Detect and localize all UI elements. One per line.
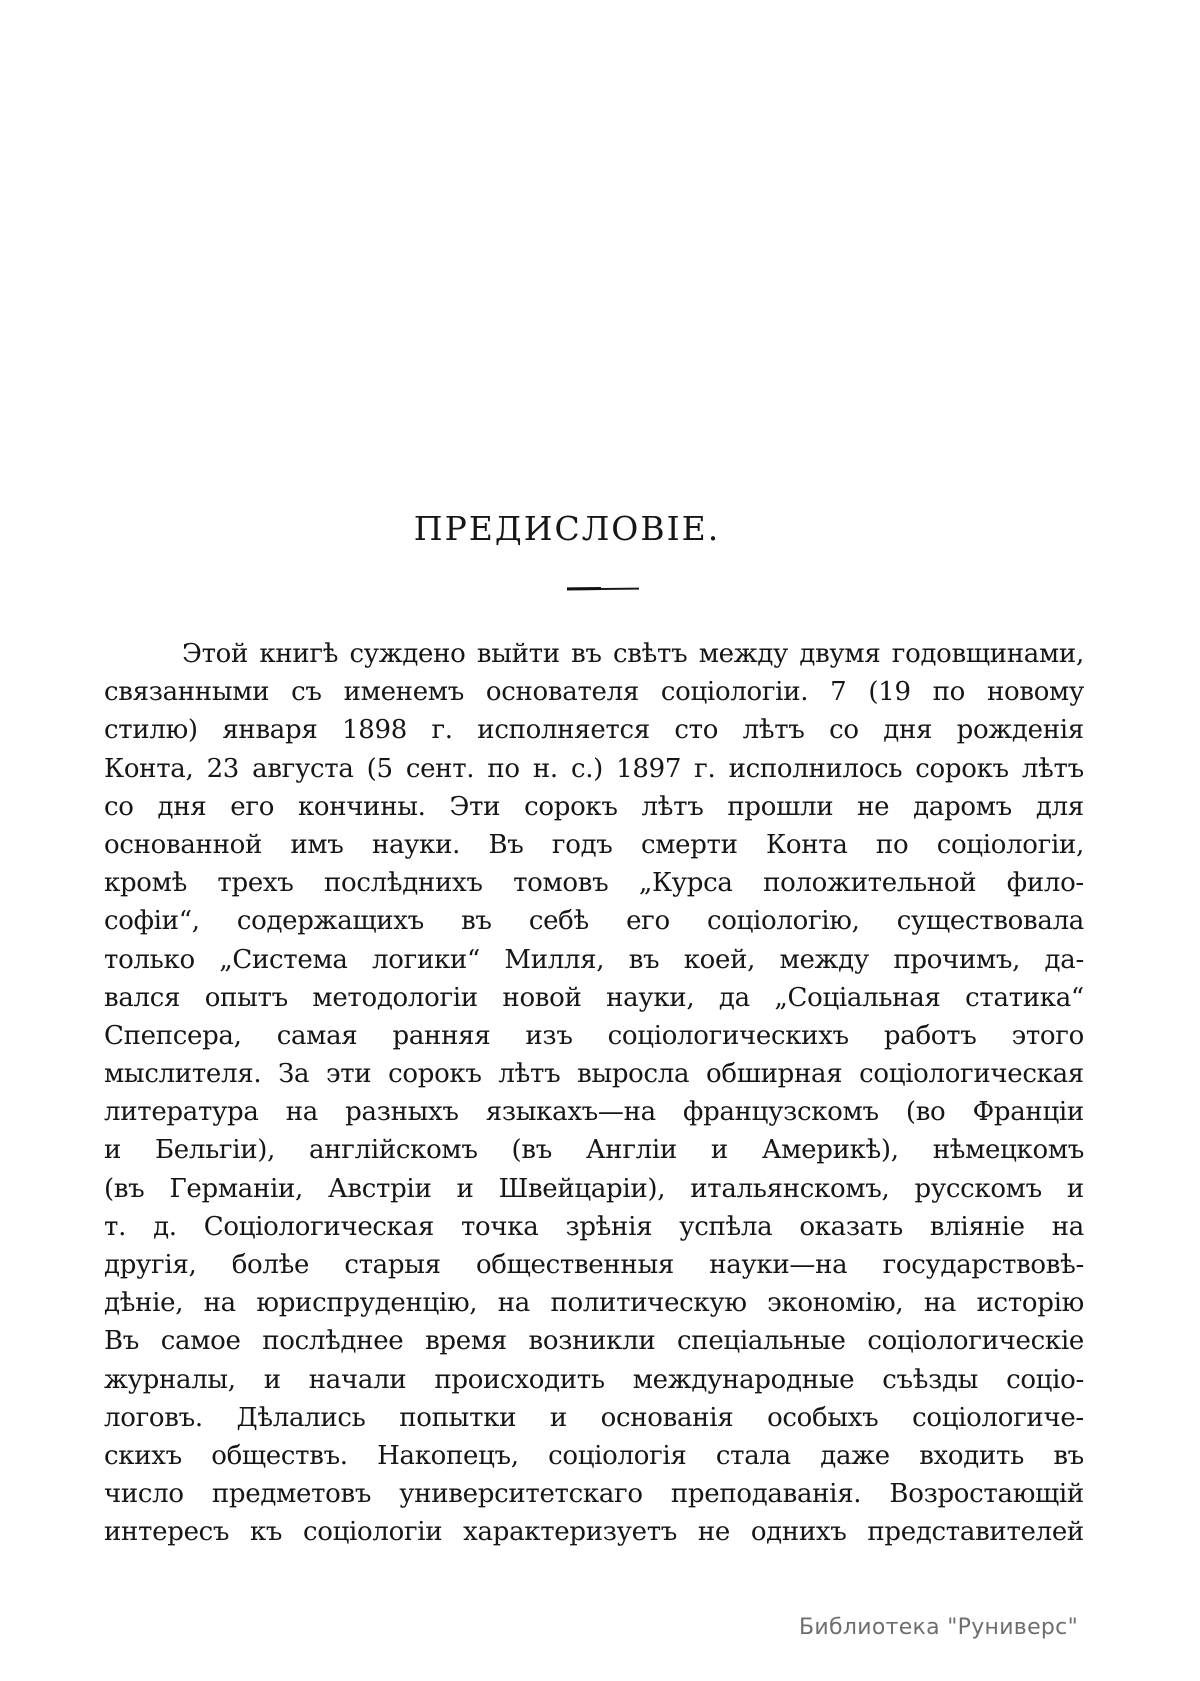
- text-line: только „Система логики“ Милля, въ коей, между прочимъ, да-: [104, 944, 1084, 975]
- text-line: Спепсера, самая ранняя изъ соціологическихъ работъ этого: [104, 1020, 1084, 1051]
- text-line: и Бельгіи), англійскомъ (въ Англіи и Америкѣ), нѣмецкомъ: [104, 1135, 1084, 1166]
- text-line: дѣніе, на юриспруденцію, на политическую экономію, на исторію: [104, 1288, 1084, 1319]
- text-line: вался опытъ методологіи новой науки, да „Соціальная статика“: [104, 982, 1084, 1013]
- text-line: кромѣ трехъ послѣднихъ томовъ „Курса положительной фило-: [104, 868, 1084, 899]
- preface-text-block: [104, 635, 1084, 1552]
- text-line: Въ самое послѣднее время возникли спеціальные соціологическіе: [104, 1326, 1084, 1357]
- text-line: логовъ. Дѣлались попытки и основанія особыхъ соціологиче-: [104, 1402, 1084, 1433]
- text-line: софіи“, содержащихъ въ себѣ его соціологію, существовала: [104, 906, 1084, 937]
- text-line: Этой книгѣ суждено выйти въ свѣтъ между двумя годовщинами,: [182, 639, 1084, 669]
- text-line: число предметовъ университетскаго преподаванія. Возростающій: [104, 1479, 1084, 1510]
- page-title: ПРЕДИСЛОВІЕ.: [413, 509, 721, 548]
- text-line: другія, болѣе старыя общественныя науки—на государствовѣ-: [104, 1250, 1084, 1280]
- text-line: т. д. Соціологическая точка зрѣнія успѣла оказать вліяніе на: [104, 1211, 1084, 1242]
- text-line: мыслителя. За эти сорокъ лѣтъ выросла обширная соціологическая: [104, 1059, 1084, 1090]
- text-line: связанными съ именемъ основателя соціологіи. 7 (19 по новому: [104, 677, 1084, 708]
- text-line: стилю) января 1898 г. исполняется сто лѣтъ со дня рожденія: [104, 715, 1084, 746]
- text-line: (въ Германіи, Австріи и Швейцаріи), итальянскомъ, русскомъ и: [104, 1173, 1084, 1204]
- text-line: журналы, и начали происходить международные съѣзды соціо-: [104, 1364, 1084, 1395]
- text-line: Конта, 23 августа (5 сент. по н. с.) 1897 г. исполнилось сорокъ лѣтъ: [104, 753, 1084, 784]
- text-line: основанной имъ науки. Въ годъ смерти Конта по соціологіи,: [104, 829, 1084, 860]
- watermark: Библиотека "Руниверс": [799, 1615, 1078, 1640]
- title-divider: [567, 588, 639, 591]
- text-line: интересъ къ соціологіи характеризуетъ не однихъ представителей: [104, 1517, 1084, 1548]
- text-line: литература на разныхъ языкахъ—на французскомъ (во Франціи: [104, 1097, 1084, 1128]
- text-line: со дня его кончины. Эти сорокъ лѣтъ прошли не даромъ для: [104, 791, 1084, 822]
- text-line: скихъ обществъ. Накопецъ, соціологія стала даже входить въ: [104, 1440, 1084, 1471]
